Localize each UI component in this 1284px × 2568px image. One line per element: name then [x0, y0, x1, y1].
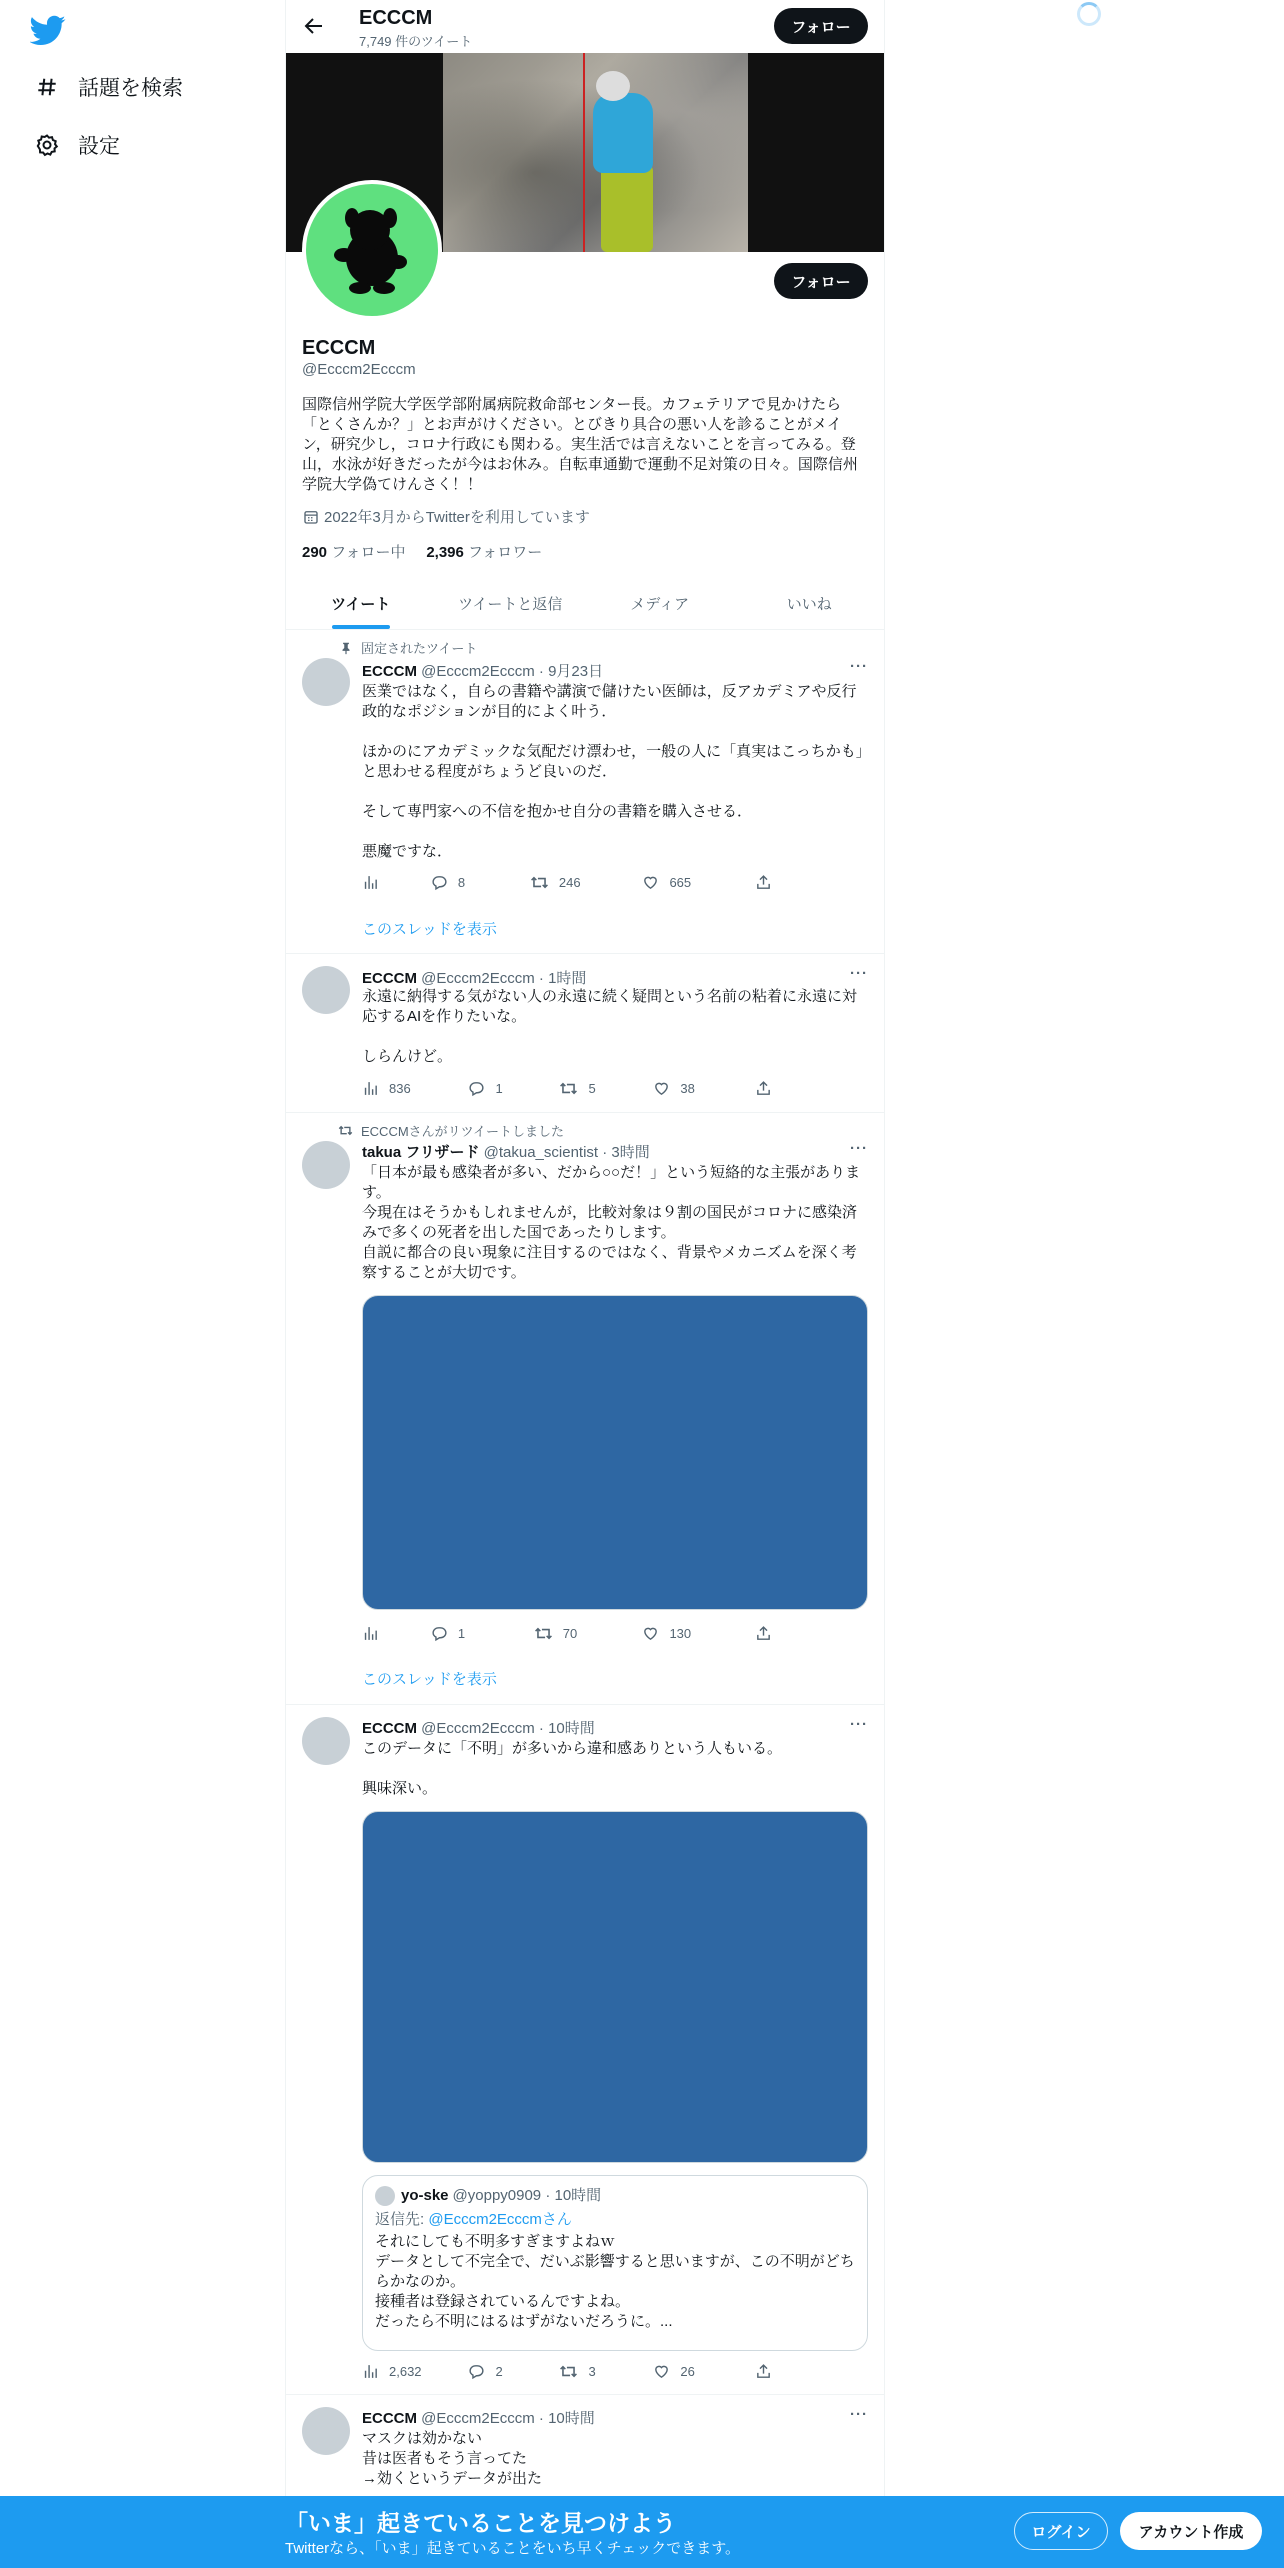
tweet-meta[interactable]: @Ecccm2Ecccm · 10時間	[421, 2410, 595, 2427]
quoted-reply-to: 返信先: @Ecccm2Ecccmさん	[375, 2211, 572, 2228]
header-name: ECCCM	[359, 7, 433, 29]
analytics-icon	[362, 874, 379, 891]
tweet-avatar[interactable]	[302, 658, 350, 706]
views-button[interactable]: 2,632	[362, 2363, 468, 2380]
like-button[interactable]: 130	[642, 1625, 755, 1642]
retweet-context-icon	[338, 1123, 353, 1138]
tweet-media-image[interactable]	[362, 1811, 868, 2163]
reply-icon	[431, 1625, 448, 1642]
share-icon	[755, 874, 772, 891]
pin-icon	[339, 641, 353, 655]
tweet-author-name[interactable]: ECCCM	[362, 2410, 417, 2427]
hashtag-icon	[34, 74, 60, 100]
heart-icon	[642, 874, 659, 891]
pinned-context: 固定されたツイート	[333, 638, 477, 657]
views-button[interactable]: 836	[362, 1080, 468, 1097]
share-button[interactable]	[755, 1080, 782, 1097]
create-account-button[interactable]: アカウント作成	[1120, 2512, 1262, 2550]
nav-settings[interactable]	[34, 130, 120, 160]
tab-tweets-and-replies[interactable]: ツイートと返信	[458, 595, 563, 613]
signup-banner-title: 「いま」起きていることを見つけよう	[285, 2510, 676, 2536]
signup-banner	[0, 2496, 1284, 2568]
profile-header-bar	[286, 0, 884, 53]
quoted-avatar	[375, 2186, 395, 2206]
analytics-icon	[362, 1625, 379, 1642]
share-icon	[755, 2363, 772, 2380]
profile-joined-date	[302, 506, 590, 527]
tweet-meta[interactable]: @Ecccm2Ecccm · 10時間	[421, 1720, 595, 1737]
share-icon	[755, 1625, 772, 1642]
more-options-icon[interactable]: ···	[850, 1140, 868, 1157]
tweet-author-name[interactable]: ECCCM	[362, 663, 417, 680]
show-thread-link[interactable]: このスレッドを表示	[362, 1671, 497, 1688]
heart-icon	[642, 1625, 659, 1642]
header-follow-button[interactable]: フォロー	[774, 8, 868, 44]
tweet-header	[362, 967, 586, 988]
tweet-text: 医業ではなく，自らの書籍や講演で儲けたい医師は，反アカデミアや反行政的なポジションが目的によく叶う． ほかのにアカデミックな気配だけ漂わせ，一般の人に「真実はこっちかも」と思わせる程度がちょうど良いのだ． そして専門家への不信を抱かせ自分の書籍を購入させる． 悪魔ですな．	[362, 683, 864, 860]
nav-explore[interactable]	[34, 72, 183, 102]
profile-name: ECCCM	[302, 337, 376, 359]
tweet-retweeted[interactable]	[286, 1113, 884, 1705]
followers-link[interactable]: 2,396 フォロワー	[426, 544, 543, 561]
retweet-button[interactable]: 5	[559, 1079, 653, 1098]
retweet-button[interactable]: 246	[530, 873, 643, 892]
heart-icon	[653, 1080, 670, 1097]
retweet-button[interactable]: 70	[534, 1624, 643, 1643]
views-button[interactable]	[362, 1625, 431, 1642]
tab-likes[interactable]: いいね	[786, 595, 832, 613]
tweet-header	[362, 1717, 595, 1738]
following-link[interactable]: 290 フォロー中	[302, 544, 406, 561]
more-options-icon[interactable]: ···	[850, 658, 868, 675]
tweet-actions	[362, 2362, 782, 2381]
profile-tabs	[286, 577, 884, 630]
tweet-meta[interactable]: @takua_scientist · 3時間	[483, 1144, 650, 1161]
tweet-header	[362, 2407, 595, 2428]
reply-button[interactable]: 1	[431, 1625, 534, 1642]
tweet-actions	[362, 873, 782, 892]
retweet-button[interactable]: 3	[559, 2362, 653, 2381]
like-button[interactable]: 26	[653, 2363, 755, 2380]
reply-icon	[468, 1080, 485, 1097]
share-icon	[755, 1080, 772, 1097]
reply-icon	[431, 874, 448, 891]
tweet[interactable]	[286, 954, 884, 1113]
retweet-context: ECCCMさんがリツイートしました	[333, 1121, 564, 1140]
reply-button[interactable]: 1	[468, 1080, 559, 1097]
tweet-meta[interactable]: @Ecccm2Ecccm · 9月23日	[421, 663, 604, 680]
header-tweet-count: 7,749 件のツイート	[359, 34, 473, 49]
profile-handle: @Ecccm2Ecccm	[302, 361, 416, 378]
tweet-text: マスクは効かない 昔は医者もそう言ってた →効くというデータが出た	[362, 2430, 543, 2487]
quoted-text: それにしても不明多すぎますよねｗ データとして不完全で、だいぶ影響すると思いますが、この不明がどちらかなのか。 接種者は登録されているんですよね。 だったら不明にはるはずがないだろうに。...	[375, 2233, 855, 2330]
reply-button[interactable]: 8	[431, 874, 530, 891]
tweet-with-quote[interactable]	[286, 1705, 884, 2395]
tweet-avatar[interactable]	[302, 966, 350, 1014]
tweet-avatar[interactable]	[302, 1717, 350, 1765]
reply-icon	[468, 2363, 485, 2380]
more-options-icon[interactable]: ···	[850, 1716, 868, 1733]
more-options-icon[interactable]: ···	[850, 2406, 868, 2423]
tweet-meta[interactable]: @Ecccm2Ecccm · 1時間	[421, 970, 587, 987]
login-button[interactable]: ログイン	[1014, 2512, 1108, 2550]
signup-banner-subtitle: Twitterなら、「いま」起きていることをいち早くチェックできます。	[285, 2540, 741, 2557]
like-button[interactable]: 665	[642, 874, 755, 891]
tab-tweets[interactable]: ツイート	[286, 577, 436, 629]
quoted-tweet[interactable]	[362, 2175, 868, 2351]
calendar-icon	[302, 508, 320, 526]
tweet-header	[362, 1141, 650, 1162]
tab-media[interactable]: メディア	[630, 595, 690, 613]
show-thread-link[interactable]: このスレッドを表示	[362, 921, 497, 938]
tweet-pinned[interactable]	[286, 630, 884, 954]
tweet-text: 「日本が最も感染者が多い、だから○○だ！」という短絡的な主張があります。 今現在はそうかもしれませんが，比較対象は９割の国民がコロナに感染済みで多くの死者を出した国であったりします。 自説に都合の良い現象に注目するのではなく、背景やメカニズムを深く考察することが大切です。	[362, 1164, 861, 1281]
tweet-avatar[interactable]	[302, 2407, 350, 2455]
tweet-avatar[interactable]	[302, 1141, 350, 1189]
tweet-header	[362, 660, 603, 681]
views-button[interactable]	[362, 874, 431, 891]
quoted-author-name: yo-ske	[401, 2187, 449, 2204]
share-button[interactable]	[755, 1625, 782, 1642]
profile-avatar[interactable]	[302, 180, 442, 320]
back-arrow-icon[interactable]	[302, 14, 326, 38]
avatar-character-icon	[322, 200, 422, 300]
reply-button[interactable]: 2	[468, 2363, 559, 2380]
heart-icon	[653, 2363, 670, 2380]
tweet-actions	[362, 1079, 782, 1098]
nav-explore-label: 話題を検索	[78, 77, 183, 100]
share-button[interactable]	[755, 874, 782, 891]
profile-follow-button[interactable]: フォロー	[774, 263, 868, 299]
profile-joined-text: 2022年3月からTwitterを利用しています	[324, 509, 590, 526]
analytics-icon	[362, 2363, 379, 2380]
tweet-actions	[362, 1624, 782, 1643]
tweet-text: このデータに「不明」が多いから違和感ありという人もいる。 興味深い。	[362, 1740, 783, 1797]
twitter-logo-icon[interactable]	[30, 12, 66, 48]
tweet-text: 永遠に納得する気がない人の永遠に続く疑問という名前の粘着に永遠に対応するAIを作りたいな。 しらんけど。	[362, 988, 858, 1065]
like-button[interactable]: 38	[653, 1080, 755, 1097]
profile-bio: 国際信州学院大学医学部附属病院救命部センター長。カフェテリアで見かけたら「とくさんか？」とお声がけください。とびきり具合の悪い人を診ることがメイン，研究少し，コロナ行政にも関わる。実生活では言えないことを言ってみる。登山，水泳が好きだったが今はお休み。自転車通勤で運動不足対策の日々。国際信州学院大学偽てけんさく！！	[302, 396, 858, 493]
more-options-icon[interactable]: ···	[850, 965, 868, 982]
retweet-icon	[534, 1624, 553, 1643]
tweet-author-name[interactable]: ECCCM	[362, 970, 417, 987]
tweet-author-name[interactable]: takua フリザード	[362, 1144, 480, 1161]
profile-stats	[302, 541, 542, 562]
quoted-meta: @yoppy0909 · 10時間	[452, 2187, 602, 2204]
retweet-icon	[559, 1079, 578, 1098]
retweet-icon	[559, 2362, 578, 2381]
retweet-icon	[530, 873, 549, 892]
gear-icon	[34, 132, 60, 158]
loading-spinner-icon	[1077, 2, 1101, 26]
profile-column	[285, 0, 885, 2568]
tweet-media-image[interactable]	[362, 1295, 868, 1610]
nav-settings-label: 設定	[78, 135, 120, 158]
tweet-author-name[interactable]: ECCCM	[362, 1720, 417, 1737]
share-button[interactable]	[755, 2363, 782, 2380]
analytics-icon	[362, 1080, 379, 1097]
quoted-tweet-header	[375, 2186, 855, 2206]
